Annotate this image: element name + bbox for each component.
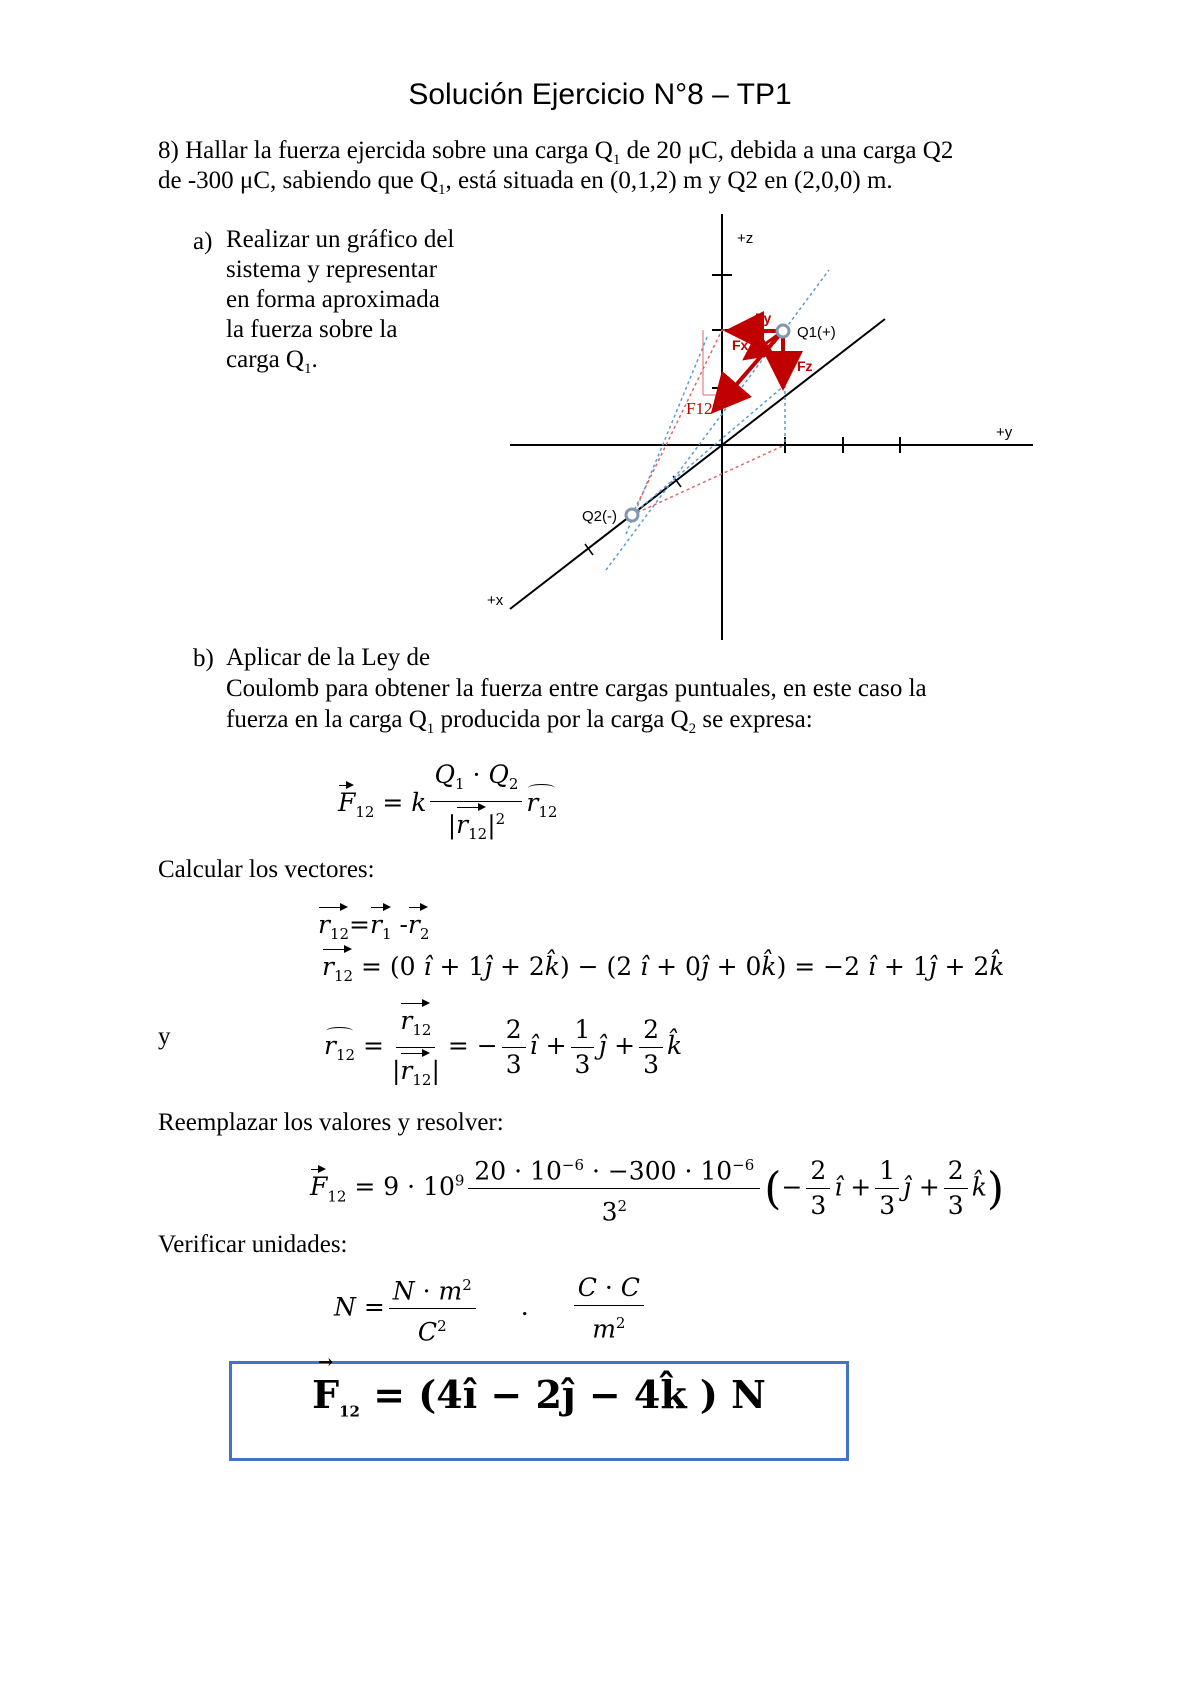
part-b-text [226,642,927,745]
statement-text: debida a una carga Q2 [730,137,954,164]
part-a-line: carga $Q_1$. [226,346,318,377]
part-a-line: en forma aproximada [226,286,440,313]
units-equation: N = $\frac{N \cdot m^2}{C^2}$ . $\frac{C \cdot C}{m^2}$ [334,1270,648,1348]
y-connector: y [158,1023,171,1050]
result-value: = (4î − 2ĵ − 4k̂ ) N [373,1372,766,1417]
replace-values-text: Reemplazar los valores y resolver: [158,1109,504,1136]
part-b-line: Coulomb para obtener la fuerza entre cargas puntuales, en este caso la [226,675,927,702]
fx-label: Fx [732,337,749,353]
statement-text: 8) Hallar la fuerza ejercida sobre una carga Q [158,137,613,164]
verify-units-text: Verificar unidades: [158,1231,348,1258]
axis-z-label: +z [737,230,754,247]
result-force-symbol: → F [312,1372,339,1417]
q2-label: Q2(-) [582,508,617,525]
fz-label: Fz [797,358,813,374]
part-a-line: Realizar un gráfico del [226,226,455,253]
statement-text: de -300 μC, sabiendo que Q [158,167,439,194]
r12-components: $r_{12} = (0$ ı̂ + 1ȷ̂ + 2k̂) − (2 ı̂ + 0ȷ̂ + 0k̂) = −2 ı̂ + 1ȷ̂ + 2k̂ [322,946,1004,985]
unit-vector-equation: $r_{12}$ = $\frac{r_{12}}{|r_{12}|}$ = − $\frac{2}{3}$ ı̂ + $\frac{1}{3}$ ȷ̂ + $\frac{2}{3}$ k̂ [324,1000,682,1095]
subscript: 1 [438,182,446,198]
coulomb-equation: $F_{12} = k$ $\frac{Q_1 \cdot Q_2}{|r_{12}|^2}$ $r_{12}$ [338,760,557,849]
charge-q1 [777,325,789,337]
part-a-line: la fuerza sobre la [226,316,398,343]
statement-text: de 20 μC, [620,137,731,164]
fy-label: Fy [755,310,772,326]
charge-q2 [626,509,638,521]
statement-text: , está situada en (0,1,2) m y Q2 en (2,0,0) m. [445,167,893,194]
part-b-line: fuerza en la carga $Q_1$ producida por la carga $Q_2$ se expresa: [226,706,813,737]
part-b-line: Aplicar de la Ley de [226,644,431,671]
f12-label: F12 [686,399,713,418]
substitution-equation: $F_{12} = 9 \cdot 10^9$ $\frac{20 \cdot 10^{-6} \cdot -300 \cdot 10^{-6}}{3^2}$ (− $\frac{2}{3}$ ı̂ + $\frac{1}{3}$ ȷ̂ + $\frac{2}{3}$ k̂) [310,1150,1004,1228]
part-b-label: b) [193,645,214,672]
part-a-line: sistema y representar [226,256,438,283]
f12-arrow [716,331,783,408]
axis-y-label: +y [996,424,1013,441]
result-equation [229,1372,849,1421]
construction-line [632,330,722,515]
part-a-label: a) [193,228,213,255]
subscript: 1 [612,152,621,168]
page-title: Solución Ejercicio N°8 – TP1 [408,78,792,111]
projection-line [606,270,829,570]
result-subscript: 12 [339,1402,360,1421]
r12-definition: $r_{12}=r_1$ $-r_2$ [318,904,429,943]
coordinate-figure [0,0,1200,700]
x-axis [510,319,885,609]
q1-label: Q1(+) [797,324,836,341]
calc-vectors-text: Calcular los vectores: [158,856,375,883]
projection-line [626,335,708,534]
axis-x-label: +x [487,592,504,609]
